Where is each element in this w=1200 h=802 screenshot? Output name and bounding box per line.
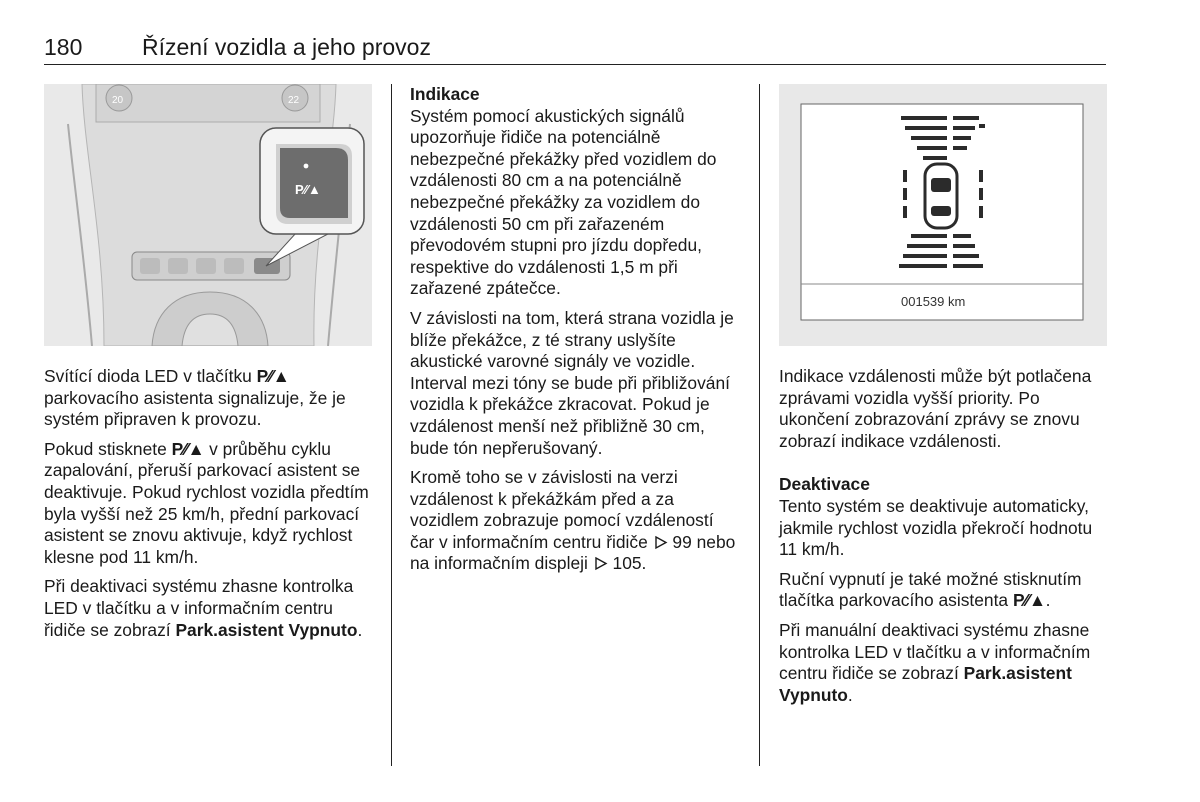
display-illustration: [779, 84, 1107, 346]
paragraph: Pokud stisknete P⁄⁄▲ v průběhu cyklu zapalování, přeruší parkovací asistent se deaktivuje. Pokud rychlost vozidla předtím byla vyšší než 25 km/h, přední parkovací asistent se znovu aktivuje, když rychlost klesne pod 11 km/h.: [44, 438, 369, 567]
vent-left-label: 20: [112, 95, 124, 106]
column-3: [779, 366, 1111, 714]
page-reference-icon: [593, 556, 608, 571]
column-2: [410, 84, 742, 583]
paragraph: Systém pomocí akustických signálů upozorňuje řidiče na potenciálně nebezpečné překážky před vozidlem do vzdálenosti 80 cm a na potenciálně nebezpečné překážky za vozidlem do vzdálenosti 50 cm při zařazeném převodovém stupni pro jízdu dopředu, respektive do vzdálenosti 1,5 m při zařazené zpátečce.: [410, 105, 717, 299]
display-message: Park.asistent Vypnuto: [779, 663, 1072, 705]
column-divider-right: [759, 84, 760, 766]
console-illustration: [44, 84, 372, 346]
park-assist-symbol: P⁄⁄▲: [256, 366, 290, 386]
park-assist-button-label: P⁄⁄▲: [295, 182, 321, 197]
paragraph: Ruční vypnutí je také možné stisknutím tlačítka parkovacího asistenta P⁄⁄▲.: [779, 568, 1082, 611]
section-heading: Indikace: [410, 84, 480, 104]
figure-console-button: [44, 84, 372, 346]
page-reference-link[interactable]: 105: [612, 553, 642, 574]
column-divider-left: [391, 84, 392, 766]
display-message: Park.asistent Vypnuto: [175, 619, 358, 640]
page-reference-link[interactable]: 99: [672, 531, 692, 552]
paragraph: Při manuální deaktivaci systému zhasne kontrolka LED v tlačítku a v informačním centru řidiče se zobrazí Park.asistent Vypnuto.: [779, 619, 1091, 705]
odometer-readout: 001539 km: [901, 294, 966, 309]
section-heading: Deaktivace: [779, 474, 870, 495]
park-assist-symbol: P⁄⁄▲: [1012, 590, 1046, 611]
page-reference-icon: [653, 535, 668, 550]
paragraph: Při deaktivaci systému zhasne kontrolka LED v tlačítku a v informačním centru řidiče se zobrazí Park.asistent Vypnuto.: [44, 576, 363, 640]
header-rule: [44, 64, 1106, 65]
chapter-title: Řízení vozidla a jeho provoz: [142, 34, 431, 60]
paragraph: V závislosti na tom, která strana vozidla je blíže překážce, z té strany uslyšíte akustické varovné signály ve vozidle. Interval mezi tóny se bude při přibližování vozidla k překážce zkracovat. Pokud je vzdálenost menší než přibližně 30 cm, bude tón nepřerušovaný.: [410, 307, 734, 458]
figure-distance-display: [779, 84, 1107, 346]
paragraph: Kromě toho se v závislosti na verzi vzdálenost k překážkám před a za vozidlem zobrazuje pomocí vzdáleností čar v informačním centru řidiče 99 nebo na informačním displeji 105.: [410, 467, 736, 574]
column-1: [44, 366, 376, 649]
page-header: [44, 34, 1106, 66]
paragraph: Tento systém se deaktivuje automaticky, jakmile rychlost vozidla překročí hodnotu 11 km/h.: [779, 495, 1093, 560]
paragraph: Indikace vzdálenosti může být potlačena zprávami vozidla vyšší priority. Po ukončení zobrazování zprávy se znovu zobrazí indikace vzdálenosti.: [779, 366, 1092, 451]
vent-right-label: 22: [288, 95, 300, 106]
page-number: 180: [44, 34, 83, 60]
paragraph: Svítící dioda LED v tlačítku P⁄⁄▲ parkovacího asistenta signalizuje, že je systém připraven k provozu.: [44, 366, 346, 430]
park-assist-symbol: P⁄⁄▲: [171, 438, 205, 459]
